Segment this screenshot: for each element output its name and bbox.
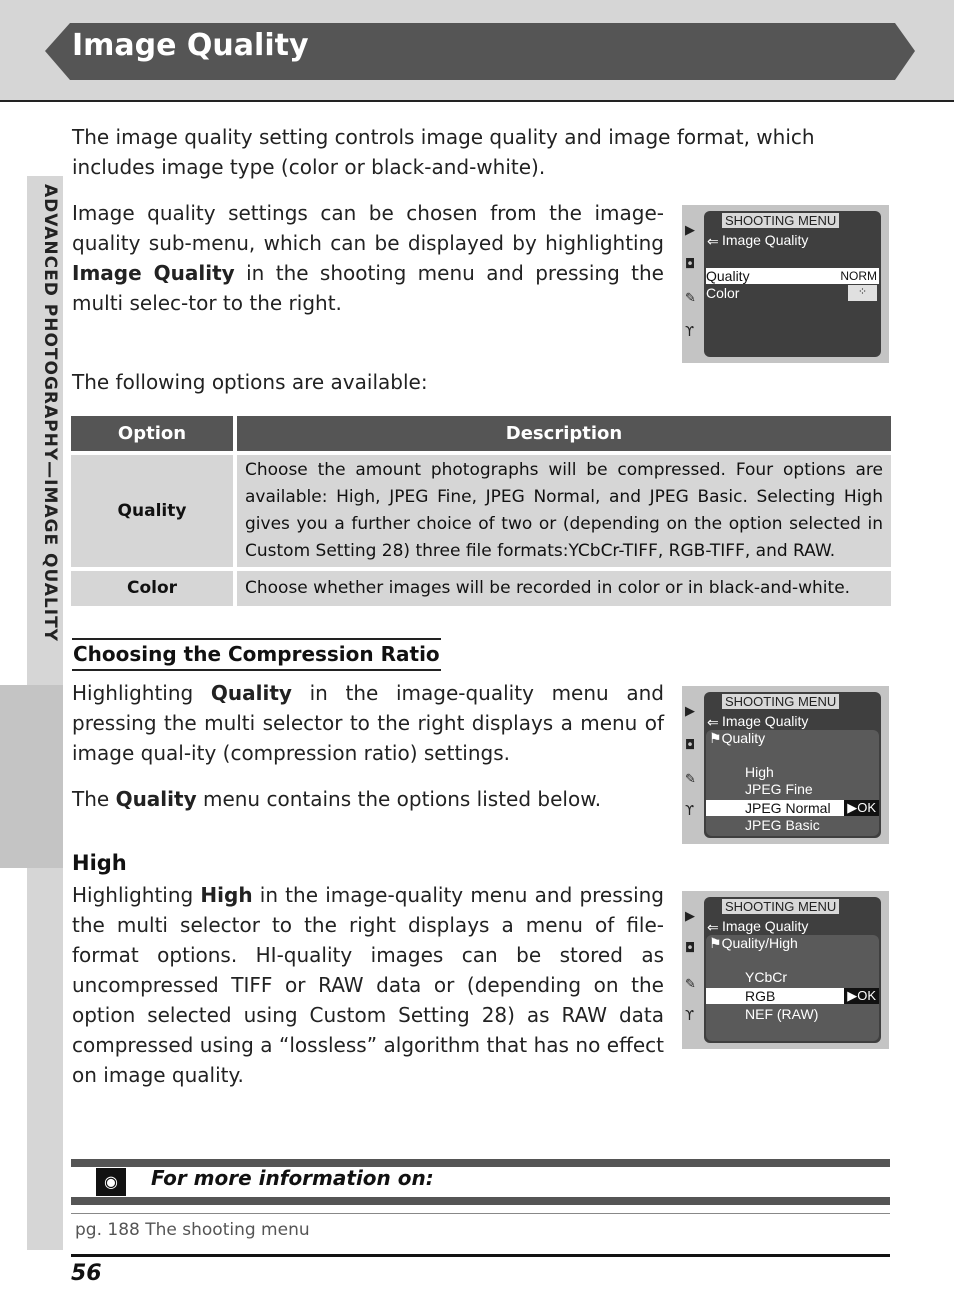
option-cell: Quality xyxy=(71,455,233,567)
page-reference: pg. 188 The shooting menu xyxy=(75,1220,310,1240)
option-label: JPEG Normal xyxy=(745,800,831,816)
option-ycbcr[interactable]: YCbCr xyxy=(745,969,788,985)
color-mode-icon: ⁘ xyxy=(848,285,877,301)
ok-badge: ▶OK xyxy=(844,988,879,1004)
menu-item-value: NORM xyxy=(840,269,877,283)
pencil-icon: ✎ xyxy=(685,772,696,787)
play-icon: ▶ xyxy=(685,909,695,924)
submenu-title: ⚑Quality xyxy=(709,730,766,746)
camera-icon: ◘ xyxy=(685,738,696,753)
option-jpeg-fine[interactable]: JPEG Fine xyxy=(745,781,813,797)
table-row xyxy=(71,455,891,567)
info-title: For more information on: xyxy=(151,1166,434,1190)
menu-header: SHOOTING MENU xyxy=(722,213,839,228)
paragraph-high: Highlighting High in the image-quality menu and pressing the multi selector to the right displays a menu of file-format options. HI-quality images can be stored as uncompressed TIFF or RAW data or (depending on the option selected using Custom Setting 28) as RAW data compressed using a “lossless” algorithm that has no effect on image quality. xyxy=(72,883,665,1087)
options-table xyxy=(71,412,891,610)
divider xyxy=(71,1213,890,1214)
option-cell: Color xyxy=(71,571,233,606)
table-row xyxy=(71,571,891,606)
camera-icon: ◘ xyxy=(685,257,696,272)
screen-high-submenu xyxy=(682,891,889,1049)
page-number: 56 xyxy=(71,1261,102,1286)
menu-back-icon: ⇐ xyxy=(707,714,719,730)
option-nef-raw[interactable]: NEF (RAW) xyxy=(745,1006,819,1022)
option-high[interactable]: High xyxy=(745,764,774,780)
description-cell: Choose the amount photographs will be compressed. Four options are available: High, JPEG Fine, JPEG Normal, and JPEG Basic. Selecting High gives you a further choice of two or (depending on the option selected in Custom Setting 28) three file formats:YCbCr-TIFF, RGB-TIFF, and RAW. xyxy=(237,455,891,567)
option-jpeg-basic[interactable]: JPEG Basic xyxy=(745,817,820,833)
table-header-option: Option xyxy=(71,416,233,451)
wrench-icon: ϒ xyxy=(685,804,695,819)
intro-paragraph: The image quality setting controls image quality and image format, which includes image type (color or black-and-white). xyxy=(72,125,815,179)
menu-item-label: Quality xyxy=(706,268,750,284)
submenu-title: ⚑Quality/High xyxy=(709,935,798,951)
paragraph-quality: Highlighting Quality in the image-quality menu and pressing the multi selector to the right displays a menu of image qual-ity (compression ratio) settings. xyxy=(72,681,664,765)
menu-title: Image Quality xyxy=(722,918,809,934)
quality-submenu xyxy=(706,730,879,836)
play-icon: ▶ xyxy=(685,223,695,238)
play-icon: ▶ xyxy=(685,704,695,719)
menu-header: SHOOTING MENU xyxy=(722,694,839,709)
screen-image-quality-menu xyxy=(682,205,889,363)
eye-icon: ◉ xyxy=(96,1168,126,1196)
high-submenu xyxy=(706,935,879,1041)
menu-item-quality[interactable] xyxy=(706,268,879,284)
menu-item-color[interactable]: Color xyxy=(706,285,740,301)
chapter-label: ADVANCED PHOTOGRAPHY—IMAGE QUALITY xyxy=(40,184,60,642)
page-title: Image Quality xyxy=(72,28,309,63)
menu-title: Image Quality xyxy=(722,713,809,729)
pencil-icon: ✎ xyxy=(685,291,696,306)
description-cell: Choose whether images will be recorded in color or in black-and-white. xyxy=(237,571,891,606)
ok-badge: ▶OK xyxy=(844,800,879,816)
paragraph-image-quality: Image quality settings can be chosen from the image-quality sub-menu, which can be displayed by highlighting Image Quality in the shooting menu and pressing the multi selec-tor to the right. xyxy=(72,201,664,315)
camera-icon: ◘ xyxy=(685,941,696,956)
options-intro: The following options are available: xyxy=(72,370,428,394)
option-rgb[interactable] xyxy=(706,988,879,1004)
info-bar-bottom xyxy=(71,1197,890,1205)
wrench-icon: ϒ xyxy=(685,1009,695,1024)
footer-rule xyxy=(71,1254,890,1257)
menu-header: SHOOTING MENU xyxy=(722,899,839,914)
table-header-description: Description xyxy=(237,416,891,451)
paragraph-quality-menu: The Quality menu contains the options listed below. xyxy=(72,787,602,811)
menu-back-icon: ⇐ xyxy=(707,919,719,935)
menu-title: Image Quality xyxy=(722,232,809,248)
pencil-icon: ✎ xyxy=(685,977,696,992)
option-jpeg-normal[interactable] xyxy=(706,800,879,816)
wrench-icon: ϒ xyxy=(685,325,695,340)
high-heading: High xyxy=(72,851,127,875)
section-heading: Choosing the Compression Ratio xyxy=(72,638,441,671)
menu-back-icon: ⇐ xyxy=(707,233,719,249)
option-label: RGB xyxy=(745,988,776,1004)
screen-quality-submenu xyxy=(682,686,889,844)
